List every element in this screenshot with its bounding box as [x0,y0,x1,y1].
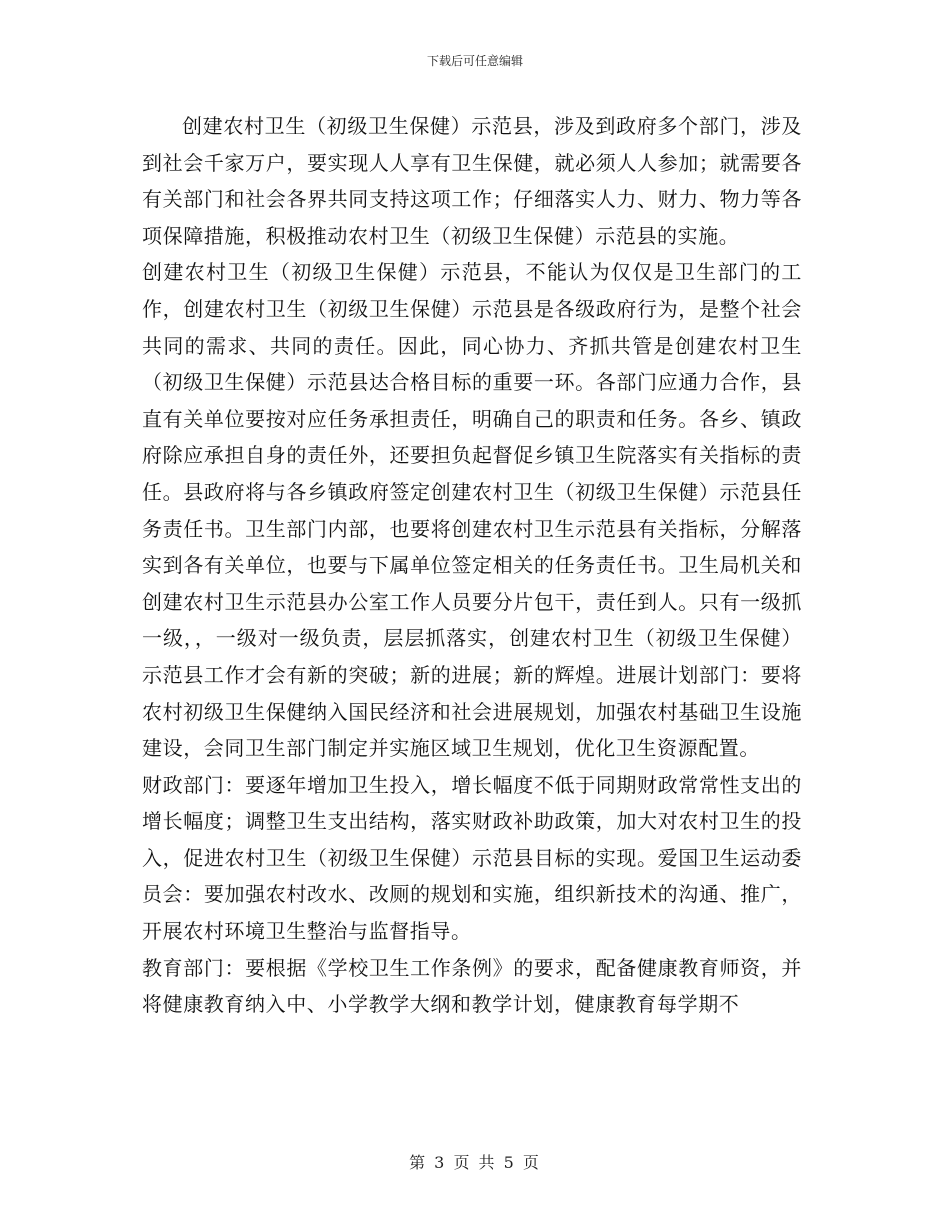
page-header: 下载后可任意编辑 [426,54,523,68]
page-number-footer: 第 3 页 共 5 页 [409,1153,541,1172]
document-body [142,108,802,1023]
paragraph-finance: 财政部门：要逐年增加卫生投入，增长幅度不低于同期财政常常性支出的增长幅度；调整卫生支出结构，落实财政补助政策，加大对农村卫生的投入，促进农村卫生（初级卫生保健）示范县目标的实现。爱国卫生运动委员会：要加强农村改水、改厕的规划和实施，组织新技术的沟通、推广，开展农村环境卫生整治与监督指导。 [142,772,802,944]
paragraph-responsibility: 创建农村卫生（初级卫生保健）示范县，不能认为仅仅是卫生部门的工作，创建农村卫生（初级卫生保健）示范县是各级政府行为，是整个社会共同的需求、共同的责任。因此，同心协力、齐抓共管是创建农村卫生（初级卫生保健）示范县达合格目标的重要一环。各部门应通力合作，县直有关单位要按对应任务承担责任，明确自己的职责和任务。各乡、镇政府除应承担自身的责任外，还要担负起督促乡镇卫生院落实有关指标的责任。县政府将与各乡镇政府签定创建农村卫生（初级卫生保健）示范县任务责任书。卫生部门内部，也要将创建农村卫生示范县有关指标，分解落实到各有关单位，也要与下属单位签定相关的任务责任书。卫生局机关和创建农村卫生示范县办公室工作人员要分片包干，责任到人。只有一级抓一级，，一级对一级负责，层层抓落实，创建农村卫生（初级卫生保健）示范县工作才会有新的突破；新的进展；新的辉煌。进展计划部门：要将农村初级卫生保健纳入国民经济和社会进展规划，加强农村基础卫生设施建设，会同卫生部门制定并实施区域卫生规划，优化卫生资源配置。 [142,260,802,761]
paragraph-intro: 创建农村卫生（初级卫生保健）示范县，涉及到政府多个部门，涉及到社会千家万户，要实现人人享有卫生保健，就必须人人参加；就需要各有关部门和社会各界共同支持这项工作；仔细落实人力、财力、物力等各项保障措施，积极推动农村卫生（初级卫生保健）示范县的实施。 [142,114,802,248]
paragraph-education: 教育部门：要根据《学校卫生工作条例》的要求，配备健康教育师资，并将健康教育纳入中、小学教学大纲和教学计划，健康教育每学期不 [142,955,802,1017]
